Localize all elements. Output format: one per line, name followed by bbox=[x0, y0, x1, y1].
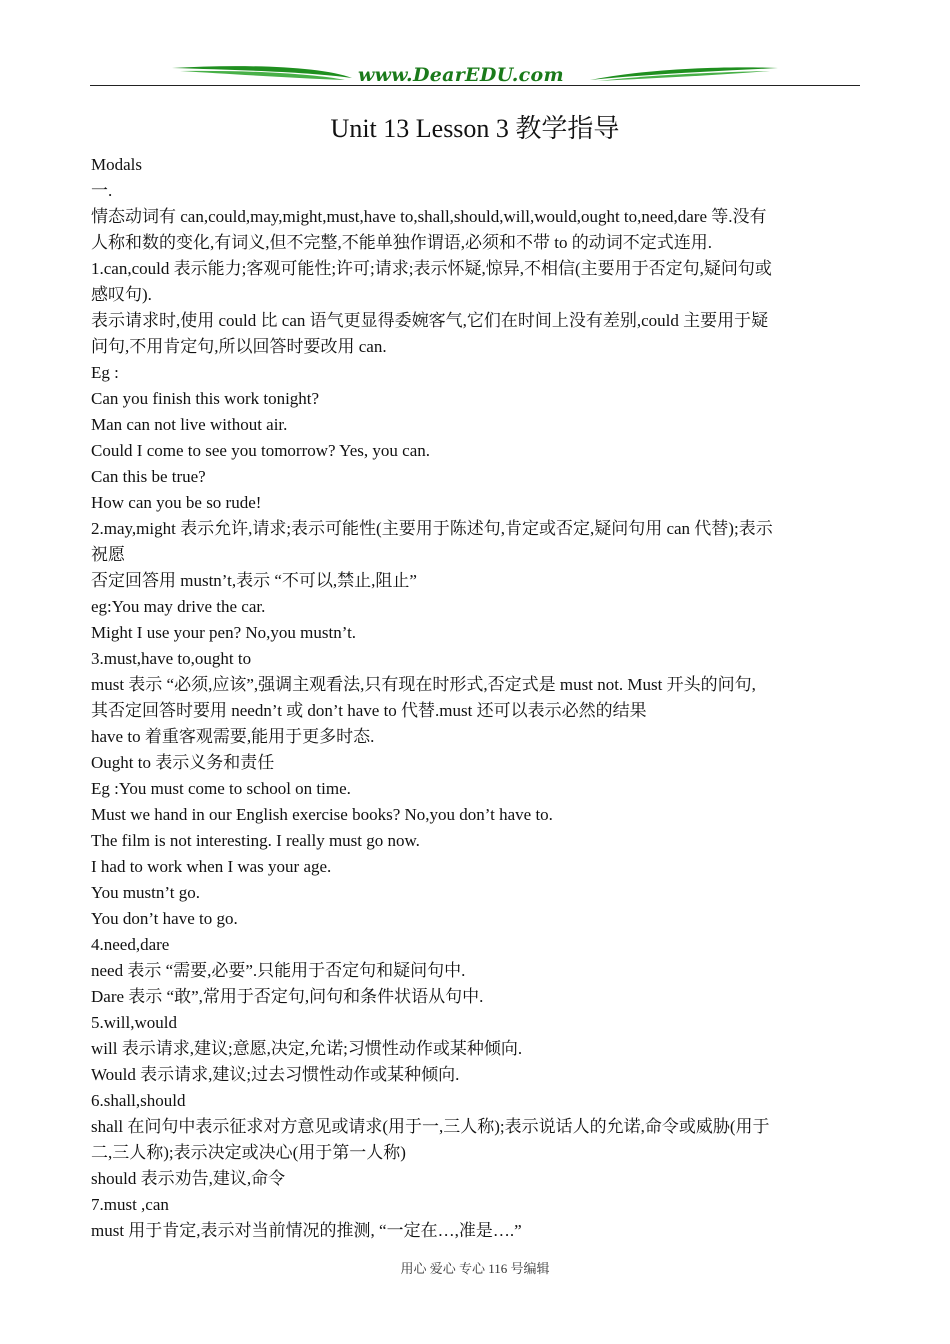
text-line: Ought to 表示义务和责任 bbox=[91, 753, 275, 772]
text-line: must 用于肯定,表示对当前情况的推测, “一定在…,准是….” bbox=[91, 1221, 522, 1240]
text-line: 3.must,have to,ought to bbox=[91, 649, 252, 668]
text-line: Must we hand in our English exercise books? No,you don’t have to. bbox=[91, 805, 553, 824]
text-line: need 表示 “需要,必要”.只能用于否定句和疑问句中. bbox=[91, 961, 466, 980]
site-logo[interactable]: www.DearEDU.com bbox=[358, 64, 564, 86]
text-line: 二,三人称);表示决定或决心(用于第一人称) bbox=[91, 1143, 406, 1162]
text-line: 7.must ,can bbox=[91, 1195, 169, 1214]
text-line: 情态动词有 can,could,may,might,must,have to,shall,should,will,would,ought to,need,dare 等.没有 bbox=[91, 207, 767, 226]
text-line: Eg : bbox=[91, 363, 119, 382]
text-line: should 表示劝告,建议,命令 bbox=[91, 1169, 286, 1188]
text-line: I had to work when I was your age. bbox=[91, 857, 332, 876]
text-line: Eg :You must come to school on time. bbox=[91, 779, 351, 798]
text-line: 祝愿 bbox=[91, 545, 125, 564]
text-line: Could I come to see you tomorrow? Yes, you can. bbox=[91, 441, 431, 460]
text-line: The film is not interesting. I really must go now. bbox=[91, 831, 420, 850]
text-line: 否定回答用 mustn’t,表示 “不可以,禁止,阻止” bbox=[91, 571, 417, 590]
text-line: 问句,不用肯定句,所以回答时要改用 can. bbox=[91, 337, 387, 356]
text-line: You mustn’t go. bbox=[91, 883, 200, 902]
header-divider bbox=[90, 85, 860, 86]
text-line: You don’t have to go. bbox=[91, 909, 238, 928]
text-line: 5.will,would bbox=[91, 1013, 177, 1032]
text-line: 人称和数的变化,有词义,但不完整,不能单独作谓语,必须和不带 to 的动词不定式连用. bbox=[91, 233, 712, 252]
text-line: 其否定回答时要用 needn’t 或 don’t have to 代替.must 还可以表示必然的结果 bbox=[91, 701, 647, 720]
text-line: Man can not live without air. bbox=[91, 415, 288, 434]
text-line: Would 表示请求,建议;过去习惯性动作或某种倾向. bbox=[91, 1065, 460, 1084]
text-line: Modals bbox=[91, 155, 142, 174]
page-footer: 用心 爱心 专心 116 号编辑 bbox=[400, 1261, 550, 1276]
text-line: 一. bbox=[91, 181, 113, 200]
text-line: Might I use your pen? No,you mustn’t. bbox=[91, 623, 357, 642]
text-line: shall 在问句中表示征求对方意见或请求(用于一,三人称);表示说话人的允诺,命令或威胁(用于 bbox=[91, 1117, 770, 1136]
text-line: must 表示 “必须,应该”,强调主观看法,只有现在时形式,否定式是 must not. Must 开头的问句, bbox=[91, 675, 756, 694]
text-line: 6.shall,should bbox=[91, 1091, 186, 1110]
text-line: 4.need,dare bbox=[91, 935, 170, 954]
text-line: How can you be so rude! bbox=[91, 493, 262, 512]
text-line: 表示请求时,使用 could 比 can 语气更显得委婉客气,它们在时间上没有差别,could 主要用于疑 bbox=[91, 311, 769, 330]
page-title: Unit 13 Lesson 3 教学指导 bbox=[330, 114, 620, 143]
text-line: will 表示请求,建议;意愿,决定,允诺;习惯性动作或某种倾向. bbox=[91, 1039, 523, 1058]
text-line: 感叹句). bbox=[91, 285, 152, 304]
text-line: eg:You may drive the car. bbox=[91, 597, 266, 616]
site-header bbox=[90, 62, 860, 90]
text-line: 2.may,might 表示允许,请求;表示可能性(主要用于陈述句,肯定或否定,疑问句用 can 代替);表示 bbox=[91, 519, 773, 538]
text-line: Can this be true? bbox=[91, 467, 206, 486]
text-line: Can you finish this work tonight? bbox=[91, 389, 320, 408]
text-line: have to 着重客观需要,能用于更多时态. bbox=[91, 727, 375, 746]
document-body bbox=[91, 152, 861, 1244]
text-line: 1.can,could 表示能力;客观可能性;许可;请求;表示怀疑,惊异,不相信(主要用于否定句,疑问句或 bbox=[91, 259, 772, 278]
text-line: Dare 表示 “敢”,常用于否定句,问句和条件状语从句中. bbox=[91, 987, 484, 1006]
